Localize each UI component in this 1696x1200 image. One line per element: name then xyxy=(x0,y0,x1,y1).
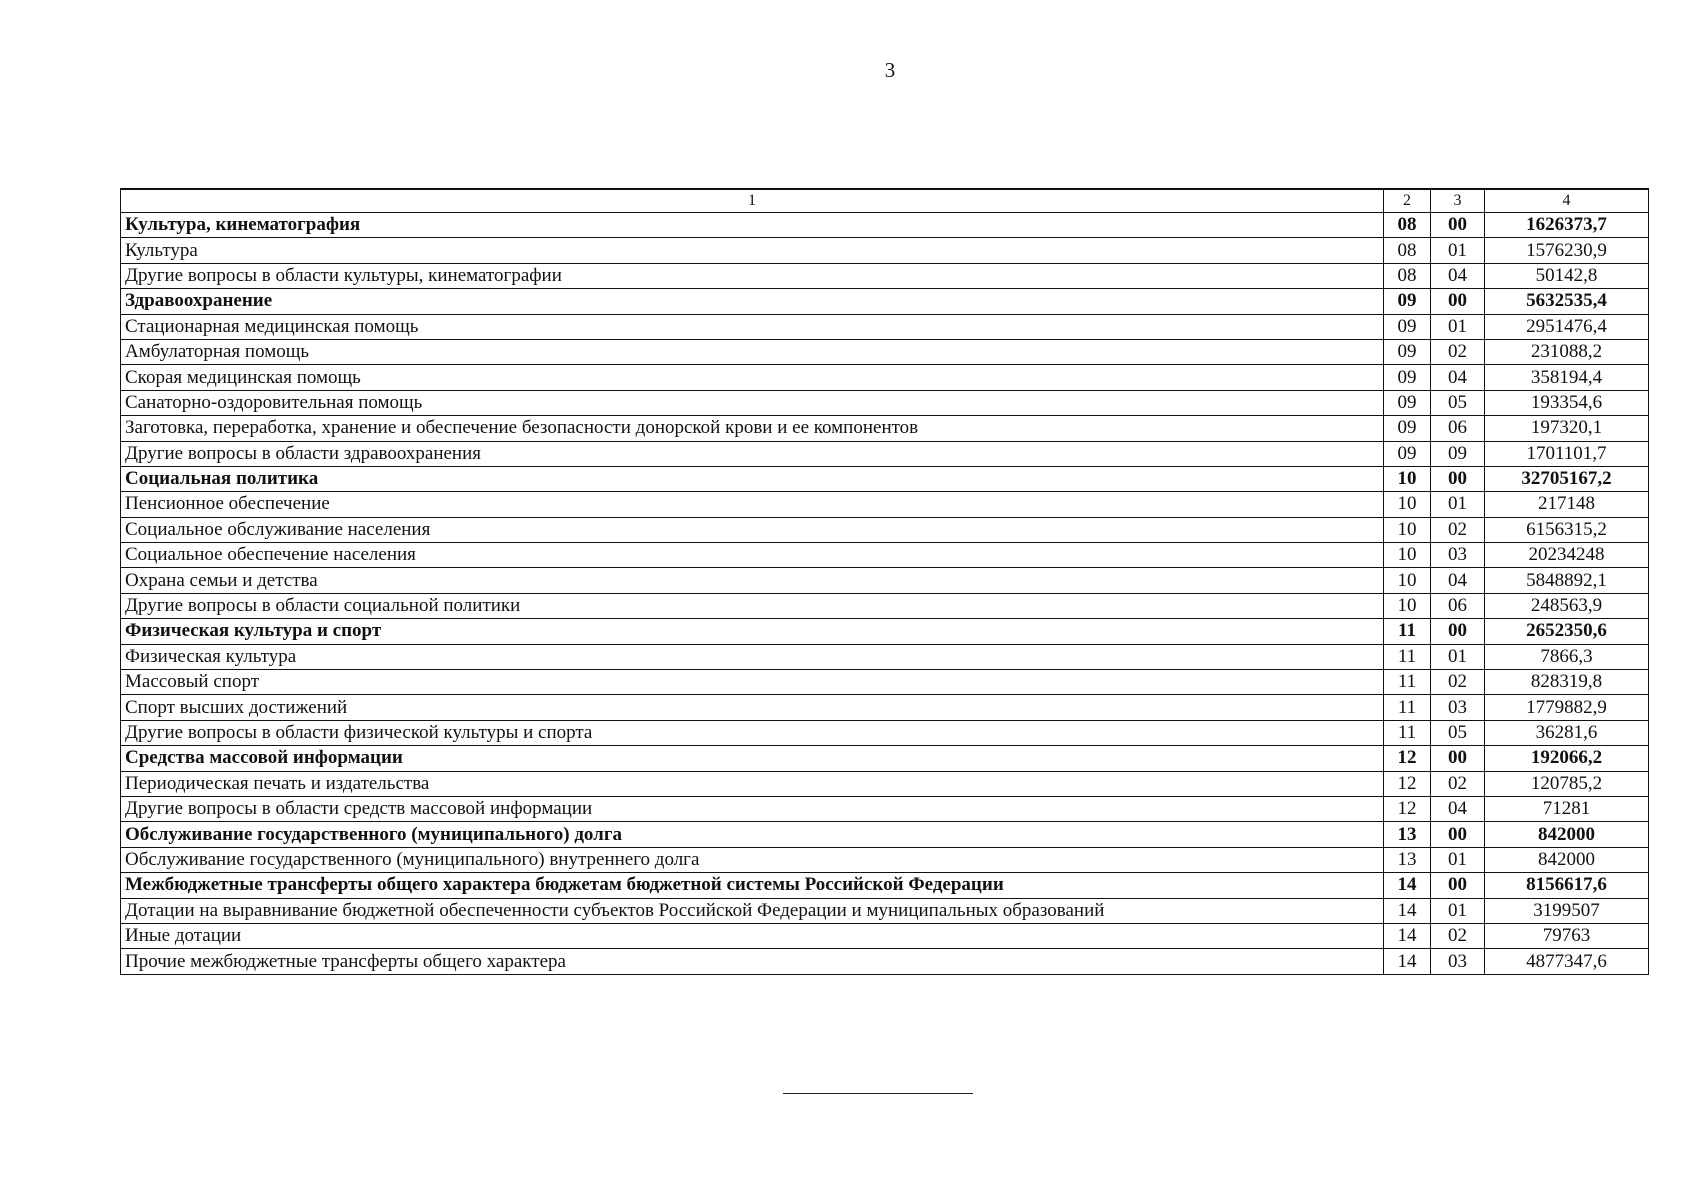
row-section-code: 10 xyxy=(1384,568,1431,593)
row-name: Социальная политика xyxy=(121,466,1384,491)
row-section-code: 09 xyxy=(1384,339,1431,364)
row-name: Иные дотации xyxy=(121,923,1384,948)
budget-table xyxy=(120,188,1649,975)
row-subsection-code: 02 xyxy=(1431,517,1485,542)
row-amount: 36281,6 xyxy=(1485,720,1649,745)
row-amount: 193354,6 xyxy=(1485,390,1649,415)
row-name: Дотации на выравнивание бюджетной обеспеченности субъектов Российской Федерации и муниципальных образований xyxy=(121,898,1384,923)
row-amount: 79763 xyxy=(1485,923,1649,948)
row-section-code: 10 xyxy=(1384,466,1431,491)
row-amount: 842000 xyxy=(1485,822,1649,847)
row-subsection-code: 01 xyxy=(1431,238,1485,263)
row-amount: 1576230,9 xyxy=(1485,238,1649,263)
row-name: Социальное обслуживание населения xyxy=(121,517,1384,542)
row-section-code: 10 xyxy=(1384,517,1431,542)
row-name: Прочие межбюджетные трансферты общего характера xyxy=(121,949,1384,974)
row-section-code: 14 xyxy=(1384,949,1431,974)
row-section-code: 13 xyxy=(1384,847,1431,872)
row-amount: 217148 xyxy=(1485,492,1649,517)
row-amount: 2951476,4 xyxy=(1485,314,1649,339)
row-section-code: 09 xyxy=(1384,289,1431,314)
section-row xyxy=(121,289,1649,314)
row-subsection-code: 04 xyxy=(1431,263,1485,288)
column-header-3: 3 xyxy=(1431,189,1485,213)
row-name: Средства массовой информации xyxy=(121,746,1384,771)
row-subsection-code: 05 xyxy=(1431,720,1485,745)
row-section-code: 11 xyxy=(1384,670,1431,695)
section-row xyxy=(121,619,1649,644)
section-row xyxy=(121,873,1649,898)
row-amount: 20234248 xyxy=(1485,543,1649,568)
row-name: Массовый спорт xyxy=(121,670,1384,695)
table-row xyxy=(121,771,1649,796)
row-name: Физическая культура и спорт xyxy=(121,619,1384,644)
table-row xyxy=(121,593,1649,618)
row-section-code: 08 xyxy=(1384,213,1431,238)
table-row xyxy=(121,314,1649,339)
row-section-code: 12 xyxy=(1384,746,1431,771)
row-amount: 50142,8 xyxy=(1485,263,1649,288)
row-amount: 6156315,2 xyxy=(1485,517,1649,542)
row-amount: 4877347,6 xyxy=(1485,949,1649,974)
table-row xyxy=(121,923,1649,948)
column-header-4: 4 xyxy=(1485,189,1649,213)
table-row xyxy=(121,644,1649,669)
row-subsection-code: 01 xyxy=(1431,644,1485,669)
row-subsection-code: 00 xyxy=(1431,289,1485,314)
row-subsection-code: 00 xyxy=(1431,822,1485,847)
row-section-code: 08 xyxy=(1384,263,1431,288)
row-subsection-code: 06 xyxy=(1431,416,1485,441)
row-amount: 32705167,2 xyxy=(1485,466,1649,491)
table-row xyxy=(121,416,1649,441)
row-section-code: 08 xyxy=(1384,238,1431,263)
row-name: Охрана семьи и детства xyxy=(121,568,1384,593)
table-row xyxy=(121,339,1649,364)
footer-rule xyxy=(783,1093,973,1094)
row-amount: 197320,1 xyxy=(1485,416,1649,441)
section-row xyxy=(121,822,1649,847)
row-name: Пенсионное обеспечение xyxy=(121,492,1384,517)
row-section-code: 09 xyxy=(1384,365,1431,390)
row-section-code: 11 xyxy=(1384,695,1431,720)
row-name: Заготовка, переработка, хранение и обеспечение безопасности донорской крови и ее компонентов xyxy=(121,416,1384,441)
row-subsection-code: 00 xyxy=(1431,873,1485,898)
row-name: Обслуживание государственного (муниципального) внутреннего долга xyxy=(121,847,1384,872)
table-row xyxy=(121,720,1649,745)
row-subsection-code: 03 xyxy=(1431,543,1485,568)
table-row xyxy=(121,517,1649,542)
row-subsection-code: 02 xyxy=(1431,923,1485,948)
row-amount: 1626373,7 xyxy=(1485,213,1649,238)
row-subsection-code: 00 xyxy=(1431,746,1485,771)
table-row xyxy=(121,847,1649,872)
table-row xyxy=(121,695,1649,720)
row-subsection-code: 05 xyxy=(1431,390,1485,415)
row-name: Спорт высших достижений xyxy=(121,695,1384,720)
row-name: Санаторно-оздоровительная помощь xyxy=(121,390,1384,415)
table-row xyxy=(121,390,1649,415)
row-name: Культура, кинематография xyxy=(121,213,1384,238)
table-row xyxy=(121,492,1649,517)
row-name: Стационарная медицинская помощь xyxy=(121,314,1384,339)
row-name: Социальное обеспечение населения xyxy=(121,543,1384,568)
row-subsection-code: 01 xyxy=(1431,847,1485,872)
row-name: Другие вопросы в области физической культуры и спорта xyxy=(121,720,1384,745)
row-subsection-code: 03 xyxy=(1431,695,1485,720)
table-body xyxy=(121,213,1649,975)
table-row xyxy=(121,949,1649,974)
table-row xyxy=(121,543,1649,568)
row-amount: 231088,2 xyxy=(1485,339,1649,364)
row-amount: 71281 xyxy=(1485,796,1649,821)
table-row xyxy=(121,796,1649,821)
row-section-code: 11 xyxy=(1384,720,1431,745)
row-subsection-code: 06 xyxy=(1431,593,1485,618)
row-section-code: 09 xyxy=(1384,441,1431,466)
row-amount: 2652350,6 xyxy=(1485,619,1649,644)
row-section-code: 11 xyxy=(1384,619,1431,644)
table-row xyxy=(121,898,1649,923)
row-section-code: 14 xyxy=(1384,898,1431,923)
column-header-1: 1 xyxy=(121,189,1384,213)
row-amount: 192066,2 xyxy=(1485,746,1649,771)
row-name: Физическая культура xyxy=(121,644,1384,669)
row-subsection-code: 04 xyxy=(1431,796,1485,821)
row-amount: 1701101,7 xyxy=(1485,441,1649,466)
row-section-code: 10 xyxy=(1384,492,1431,517)
page-number: 3 xyxy=(884,58,896,82)
row-subsection-code: 01 xyxy=(1431,492,1485,517)
row-section-code: 09 xyxy=(1384,416,1431,441)
row-name: Культура xyxy=(121,238,1384,263)
section-row xyxy=(121,746,1649,771)
row-subsection-code: 01 xyxy=(1431,314,1485,339)
row-name: Межбюджетные трансферты общего характера бюджетам бюджетной системы Российской Федерации xyxy=(121,873,1384,898)
row-section-code: 13 xyxy=(1384,822,1431,847)
section-row xyxy=(121,213,1649,238)
row-name: Другие вопросы в области здравоохранения xyxy=(121,441,1384,466)
row-subsection-code: 02 xyxy=(1431,339,1485,364)
row-name: Амбулаторная помощь xyxy=(121,339,1384,364)
table-row xyxy=(121,365,1649,390)
row-amount: 842000 xyxy=(1485,847,1649,872)
row-subsection-code: 04 xyxy=(1431,365,1485,390)
row-section-code: 09 xyxy=(1384,314,1431,339)
row-name: Другие вопросы в области культуры, кинематографии xyxy=(121,263,1384,288)
row-subsection-code: 04 xyxy=(1431,568,1485,593)
column-header-2: 2 xyxy=(1384,189,1431,213)
table-row xyxy=(121,568,1649,593)
table-row xyxy=(121,263,1649,288)
row-amount: 1779882,9 xyxy=(1485,695,1649,720)
row-amount: 7866,3 xyxy=(1485,644,1649,669)
row-subsection-code: 09 xyxy=(1431,441,1485,466)
section-row xyxy=(121,466,1649,491)
row-amount: 248563,9 xyxy=(1485,593,1649,618)
row-amount: 5848892,1 xyxy=(1485,568,1649,593)
row-subsection-code: 02 xyxy=(1431,771,1485,796)
row-subsection-code: 00 xyxy=(1431,466,1485,491)
row-subsection-code: 01 xyxy=(1431,898,1485,923)
row-amount: 358194,4 xyxy=(1485,365,1649,390)
row-section-code: 11 xyxy=(1384,644,1431,669)
row-subsection-code: 03 xyxy=(1431,949,1485,974)
row-name: Здравоохранение xyxy=(121,289,1384,314)
row-amount: 8156617,6 xyxy=(1485,873,1649,898)
row-amount: 5632535,4 xyxy=(1485,289,1649,314)
row-section-code: 10 xyxy=(1384,543,1431,568)
row-section-code: 14 xyxy=(1384,923,1431,948)
row-name: Периодическая печать и издательства xyxy=(121,771,1384,796)
table-row xyxy=(121,238,1649,263)
row-section-code: 10 xyxy=(1384,593,1431,618)
header-row xyxy=(121,189,1649,213)
row-subsection-code: 00 xyxy=(1431,213,1485,238)
row-name: Обслуживание государственного (муниципального) долга xyxy=(121,822,1384,847)
row-section-code: 12 xyxy=(1384,771,1431,796)
row-subsection-code: 00 xyxy=(1431,619,1485,644)
table-row xyxy=(121,441,1649,466)
row-section-code: 14 xyxy=(1384,873,1431,898)
row-section-code: 09 xyxy=(1384,390,1431,415)
row-amount: 3199507 xyxy=(1485,898,1649,923)
row-amount: 120785,2 xyxy=(1485,771,1649,796)
row-name: Другие вопросы в области социальной политики xyxy=(121,593,1384,618)
row-subsection-code: 02 xyxy=(1431,670,1485,695)
table-row xyxy=(121,670,1649,695)
row-name: Скорая медицинская помощь xyxy=(121,365,1384,390)
row-amount: 828319,8 xyxy=(1485,670,1649,695)
row-section-code: 12 xyxy=(1384,796,1431,821)
row-name: Другие вопросы в области средств массовой информации xyxy=(121,796,1384,821)
